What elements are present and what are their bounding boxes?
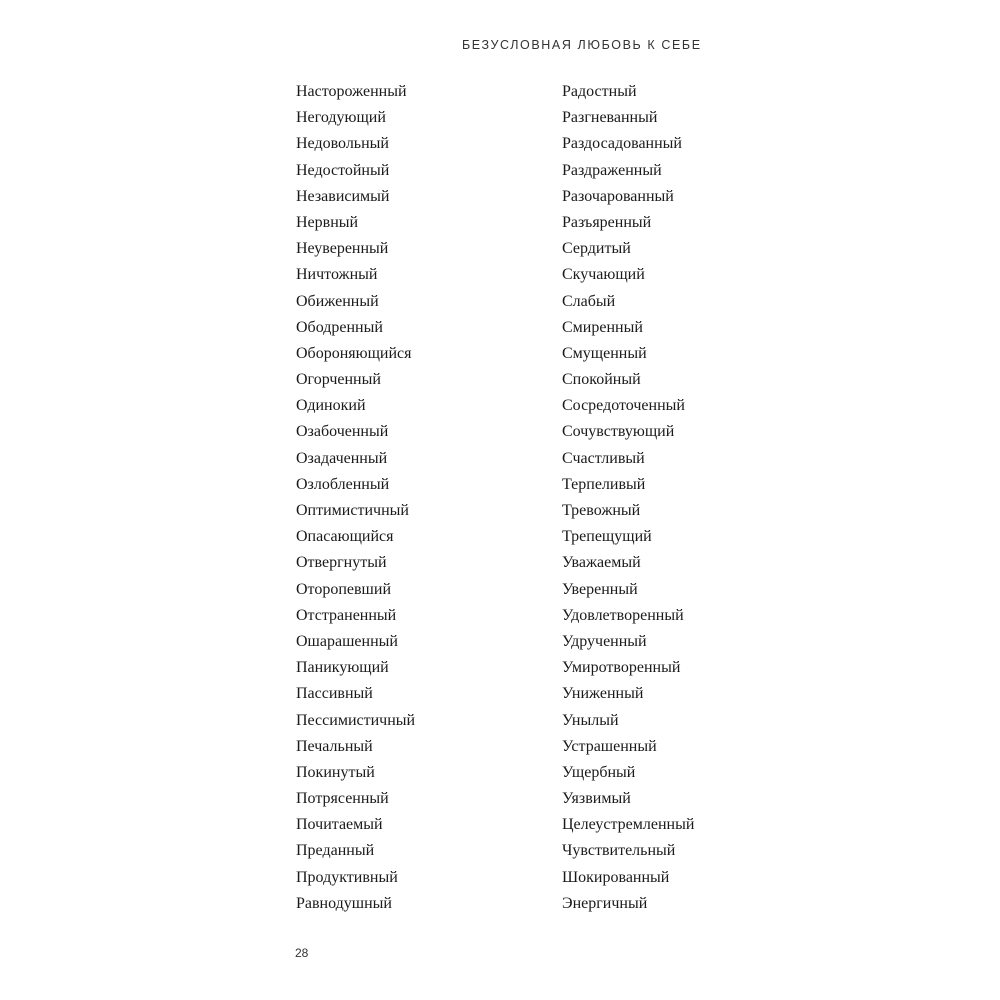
word-list-item: Ничтожный — [296, 266, 378, 284]
word-list-item: Независимый — [296, 187, 390, 205]
word-list-item: Обороняющийся — [296, 344, 412, 362]
word-list-item: Печальный — [296, 737, 373, 755]
word-list-item: Уверенный — [562, 580, 638, 598]
word-list-item: Уязвимый — [562, 790, 631, 808]
word-list-item: Ошарашенный — [296, 632, 398, 650]
word-list-item: Разочарованный — [562, 187, 674, 205]
word-list-item: Скучающий — [562, 266, 645, 284]
word-list-item: Паникующий — [296, 659, 389, 677]
page-number: 28 — [295, 946, 309, 960]
word-list-item: Ущербный — [562, 763, 636, 781]
word-list-item: Шокированный — [562, 868, 670, 886]
word-list-item: Терпеливый — [562, 475, 646, 493]
word-list-item: Трепещущий — [562, 528, 652, 546]
word-list-item: Униженный — [562, 685, 644, 703]
word-list-item: Радостный — [562, 83, 637, 100]
word-list-item: Уважаемый — [562, 554, 641, 572]
word-list-item: Смущенный — [562, 344, 647, 362]
word-list-item: Раздосадованный — [562, 135, 682, 153]
word-list-item: Озабоченный — [296, 423, 389, 441]
word-list-item: Смиренный — [562, 318, 643, 336]
word-list-item: Разъяренный — [562, 213, 652, 231]
word-list-item: Равнодушный — [296, 894, 392, 912]
word-list-item: Сочувствующий — [562, 423, 675, 441]
word-list-item: Сосредоточенный — [562, 397, 685, 415]
word-list-item: Счастливый — [562, 449, 645, 467]
word-list-item: Недовольный — [296, 135, 389, 153]
word-list-item: Энергичный — [562, 894, 648, 912]
word-list-item: Отстраненный — [296, 606, 397, 624]
word-list-item: Одинокий — [296, 397, 366, 415]
word-list-item: Опасающийся — [296, 528, 394, 546]
word-list-item: Чувствительный — [562, 842, 676, 860]
word-list-item: Раздраженный — [562, 161, 662, 179]
word-list-item: Огорченный — [296, 371, 381, 389]
word-list-item: Удрученный — [562, 632, 647, 650]
word-list-item: Оптимистичный — [296, 502, 409, 519]
word-list-item: Неуверенный — [296, 240, 389, 258]
word-list-item: Унылый — [562, 711, 619, 729]
word-list-item: Озадаченный — [296, 449, 388, 467]
word-list-item: Отвергнутый — [296, 554, 387, 572]
word-list-item: Разгневанный — [562, 109, 658, 127]
word-list-item: Преданный — [296, 842, 375, 860]
word-list-item: Пессимистичный — [296, 711, 416, 729]
running-header: БЕЗУСЛОВНАЯ ЛЮБОВЬ К СЕБЕ — [462, 38, 702, 52]
word-list-item: Спокойный — [562, 371, 641, 389]
word-list-item: Умиротворенный — [562, 659, 681, 677]
word-list-item: Устрашенный — [562, 737, 657, 755]
word-list-right-column — [562, 79, 694, 917]
word-list-item: Сердитый — [562, 240, 631, 258]
word-list-item: Удовлетворенный — [562, 606, 684, 624]
word-list-item: Пассивный — [296, 685, 373, 703]
word-list-left-column — [296, 79, 415, 917]
word-list-item: Потрясенный — [296, 790, 389, 808]
word-list-item: Слабый — [562, 292, 616, 310]
word-list-item: Недостойный — [296, 161, 390, 179]
word-list-item: Целеустремленный — [562, 816, 695, 834]
word-list-item: Настороженный — [296, 83, 407, 100]
word-list-item: Негодующий — [296, 109, 386, 127]
word-list-item: Тревожный — [562, 502, 641, 519]
word-list-item: Озлобленный — [296, 475, 390, 493]
word-list-item: Ободренный — [296, 318, 383, 336]
word-list-item: Нервный — [296, 213, 359, 231]
word-list-item: Оторопевший — [296, 580, 391, 598]
word-list-item: Покинутый — [296, 763, 375, 781]
word-list-item: Продуктивный — [296, 868, 398, 886]
word-list-item: Почитаемый — [296, 816, 383, 834]
word-list-item: Обиженный — [296, 292, 379, 310]
